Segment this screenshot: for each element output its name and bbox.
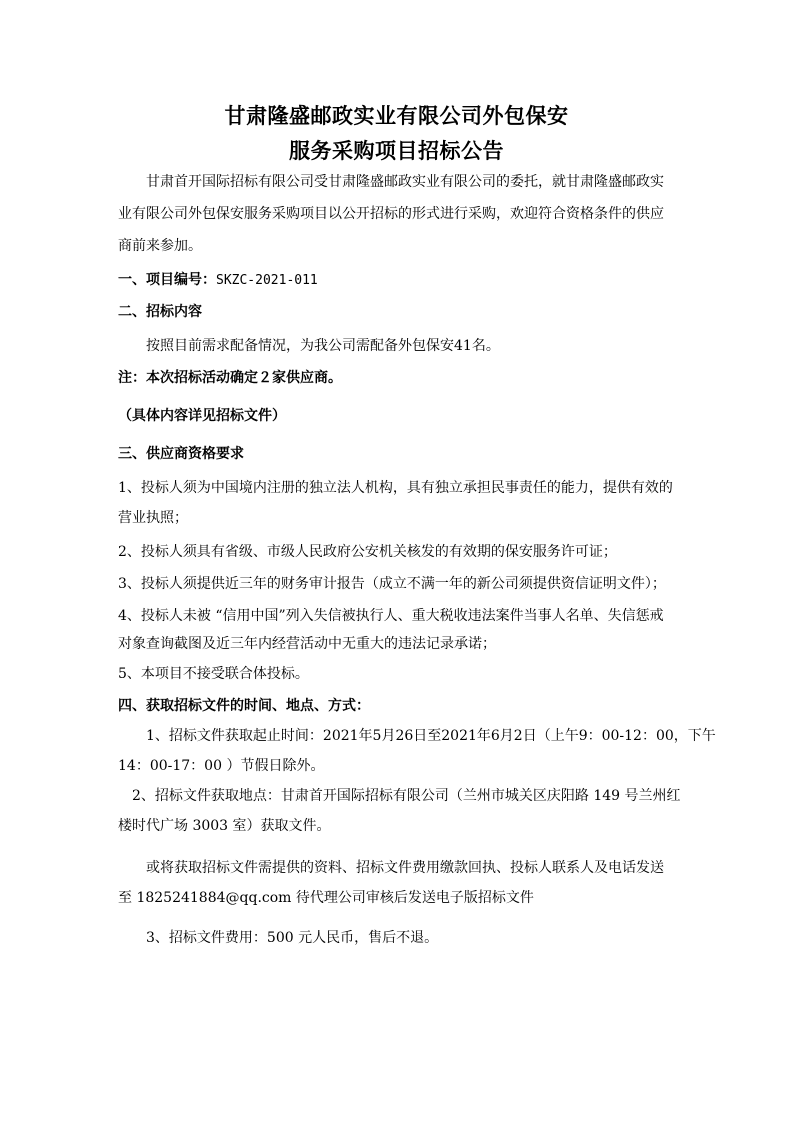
section-3-item-2: 2、投标人须具有省级、市级人民政府公安机关核发的有效期的保安服务许可证； (118, 544, 617, 560)
section-3-item-5: 5、本项目不接受联合体投标。 (118, 666, 309, 682)
project-number-label: 一、项目编号： (118, 272, 216, 288)
section-2-note: 注：本次招标活动确定２家供应商。 (118, 370, 342, 386)
section-2-content: 按照目前需求配备情况，为我公司需配备外包保安41名。 (146, 338, 500, 354)
project-number-value: SKZC-2021-011 (216, 273, 318, 288)
project-number-row (118, 270, 683, 291)
section-3-heading: 三、供应商资格要求 (118, 446, 244, 462)
section-3-item-1-line-2: 营业执照； (118, 510, 188, 526)
section-4-item-2-line-2: 楼时代广场 3003 室）获取文件。 (118, 818, 331, 834)
section-4-item-1-line-1: 1、招标文件获取起止时间：2021年5月26日至2021年6月2日（上午9：00-12：00，下午 (146, 728, 716, 744)
section-3-item-1-line-1: 1、投标人须为中国境内注册的独立法人机构，具有独立承担民事责任的能力，提供有效的 (118, 480, 673, 496)
section-3-item-3: 3、投标人须提供近三年的财务审计报告（成立不满一年的新公司须提供资信证明文件）； (118, 576, 666, 592)
section-3-item-4-line-1: 4、投标人未被 “信用中国”列入失信被执行人、重大税收违法案件当事人名单、失信惩戒 (118, 608, 664, 624)
section-4-item-3: 3、招标文件费用：500 元人民币，售后不退。 (146, 930, 439, 946)
intro-paragraph-line-3: 商前来参加。 (118, 238, 202, 254)
section-4-heading: 四、获取招标文件的时间、地点、方式： (118, 698, 370, 714)
section-4-alt-line-2: 至 1825241884@qq.com 待代理公司审核后发送电子版招标文件 (118, 890, 534, 906)
section-2-heading: 二、招标内容 (118, 304, 202, 320)
announcement-title-line-1: 甘肃隆盛邮政实业有限公司外包保安 (224, 104, 569, 128)
section-3-item-4-line-2: 对象查询截图及近三年内经营活动中无重大的违法记录承诺； (118, 636, 496, 652)
section-4-item-1-line-2: 14：00-17：00 ）节假日除外。 (118, 758, 325, 774)
announcement-title-line-2: 服务采购项目招标公告 (289, 139, 504, 163)
intro-paragraph-line-1: 甘肃首开国际招标有限公司受甘肃隆盛邮政实业有限公司的委托，就甘肃隆盛邮政实 (146, 174, 664, 190)
section-4-item-2-line-1: 2、招标文件获取地点：甘肃首开国际招标有限公司（兰州市城关区庆阳路 149 号兰州红 (132, 788, 681, 804)
intro-paragraph-line-2: 业有限公司外包保安服务采购项目以公开招标的形式进行采购，欢迎符合资格条件的供应 (118, 206, 664, 222)
section-2-detail: （具体内容详见招标文件） (118, 408, 286, 424)
section-4-alt-line-1: 或将获取招标文件需提供的资料、招标文件费用缴款回执、投标人联系人及电话发送 (146, 860, 664, 876)
